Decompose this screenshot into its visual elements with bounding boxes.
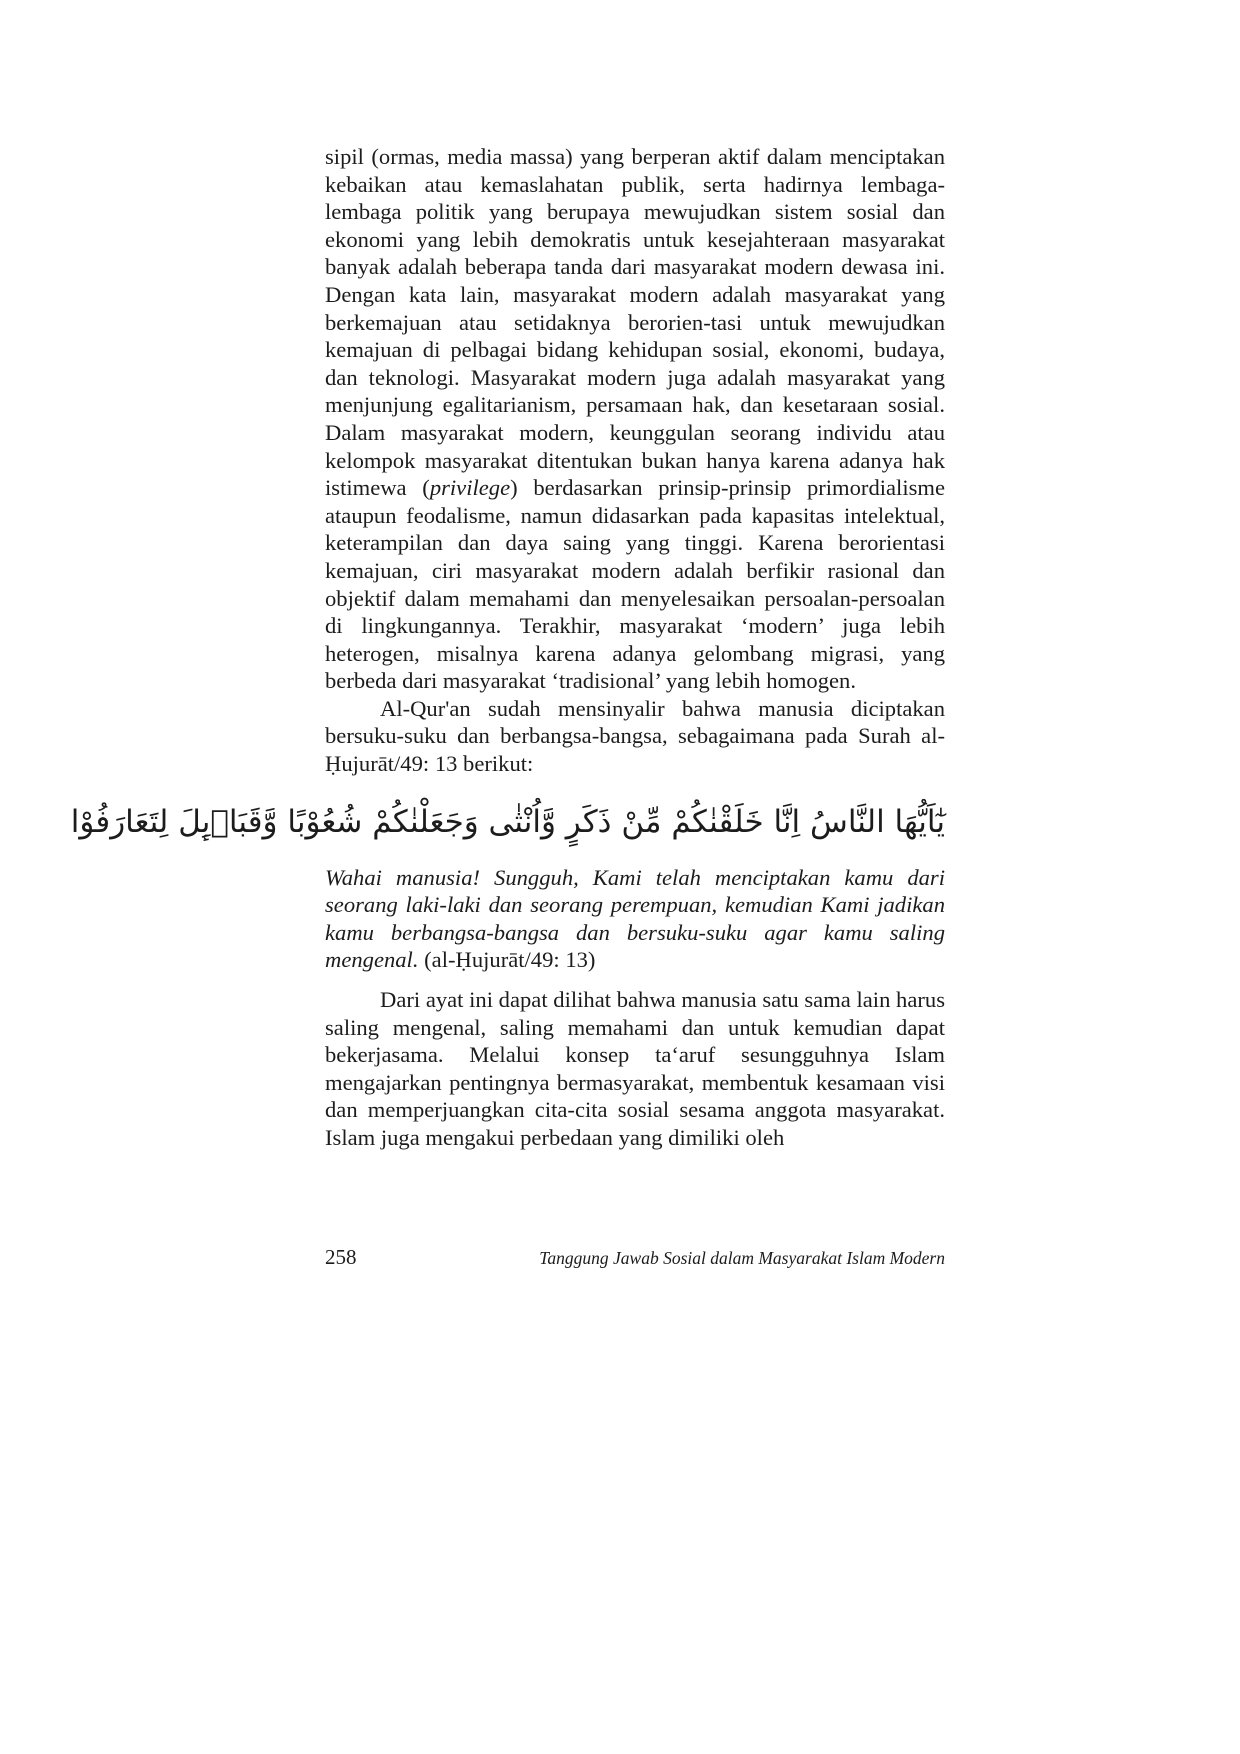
verse-reference: (al-Ḥujurāt/49: 13)	[418, 947, 596, 973]
privilege-term: privilege	[429, 475, 511, 501]
paragraph-1	[325, 143, 945, 695]
running-footer-title: Tanggung Jawab Sosial dalam Masyarakat Islam Modern	[539, 1248, 945, 1268]
verse-translation	[325, 864, 945, 974]
page-number: 258	[325, 1245, 357, 1269]
verse-translation-text: Wahai manusia! Sungguh, Kami telah menciptakan kamu dari seorang laki-laki dan seorang perempuan, kemudian Kami jadikan kamu berbangsa-bangsa dan bersuku-suku agar kamu saling mengenal.	[325, 864, 945, 973]
paragraph-3: Dari ayat ini dapat dilihat bahwa manusia satu sama lain harus saling mengenal, saling memahami dan untuk kemudian dapat bekerjasama. Melalui konsep ta‘aruf sesungguhnya Islam mengajarkan pentingnya bermasyarakat, membentuk kesamaan visi dan memperjuangkan cita-cita sosial sesama anggota masyarakat. Islam juga mengakui perbedaan yang dimiliki oleh	[325, 987, 945, 1150]
paragraph-2: Al-Qur'an sudah mensinyalir bahwa manusia diciptakan bersuku-suku dan berbangsa-bangsa, sebagaimana pada Surah al-Ḥujurāt/49: 13 berikut:	[325, 695, 945, 777]
paragraph-1-text-a: sipil (ormas, media massa) yang berperan aktif dalam menciptakan kebaikan atau kemaslahatan publik, serta hadirnya lembaga-lembaga politik yang berupaya mewujudkan sistem sosial dan ekonomi yang lebih demokratis untuk kesejahteraan masyarakat banyak adalah beberapa tanda dari masyarakat modern dewasa ini. Dengan kata lain, masyarakat modern adalah masyarakat yang berkemajuan atau setidaknya berorien-tasi untuk mewujudkan kemajuan di pelbagai bidang kehidupan sosial, ekonomi, budaya, dan teknologi. Masyarakat modern juga adalah masyarakat yang menjunjung egalitarianism, persamaan hak, dan kesetaraan sosial. Dalam masyarakat modern, keunggulan seorang individu atau kelompok masyarakat ditentukan bukan hanya karena adanya hak istimewa (	[325, 144, 945, 501]
quran-verse-arabic: يٰٓاَيُّهَا النَّاسُ اِنَّا خَلَقْنٰكُمْ مِّنْ ذَكَرٍ وَّاُنْثٰى وَجَعَلْنٰكُمْ شُعُوْبًا وَّقَبَاۤىِٕلَ لِتَعَارَفُوْا	[70, 803, 945, 840]
body-text	[70, 143, 946, 1152]
paragraph-1-text-b: ) berdasarkan prinsip-prinsip primordialisme ataupun feodalisme, namun didasarkan pada kapasitas intelektual, keterampilan dan daya saing yang tinggi. Karena berorientasi kemajuan, ciri masyarakat modern adalah berfikir rasional dan objektif dalam memahami dan menyelesaikan persoalan-persoalan di lingkungannya. Terakhir, masyarakat ‘modern’ juga lebih heterogen, misalnya karena adanya gelombang migrasi, yang berbeda dari masyarakat ‘tradisional’ yang lebih homogen.	[325, 475, 946, 694]
